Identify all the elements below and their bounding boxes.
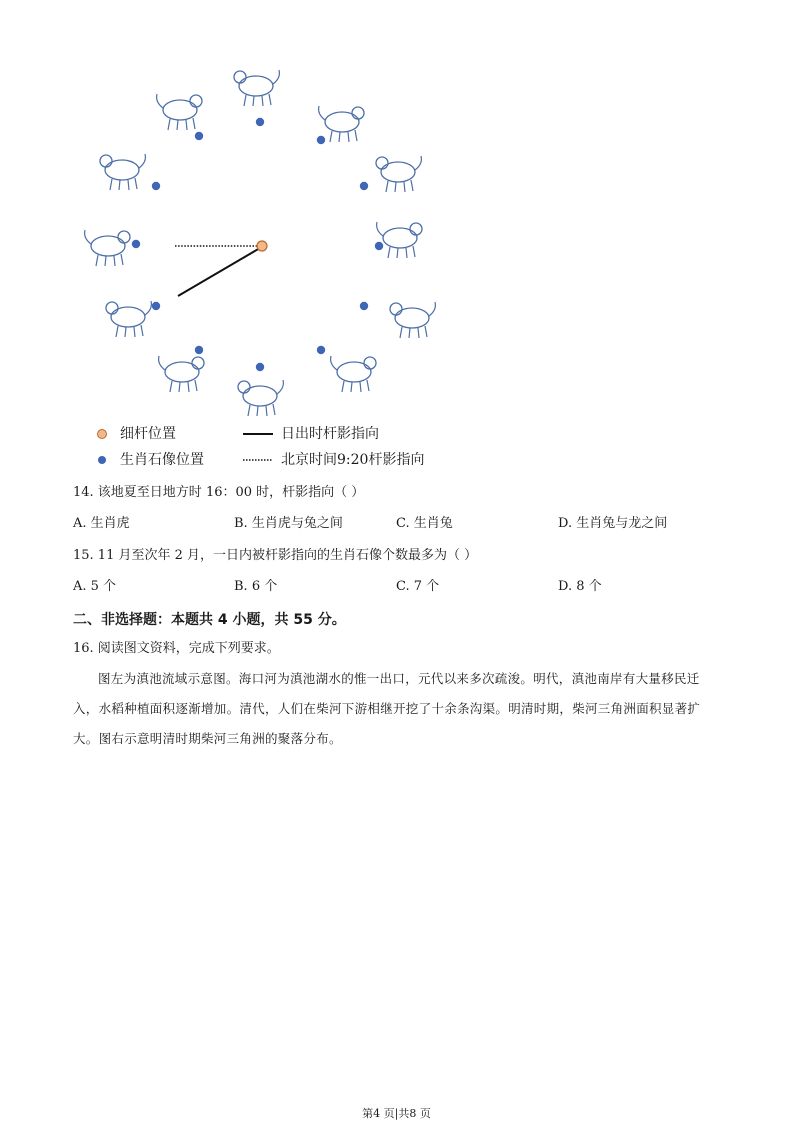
horse-icon — [238, 380, 283, 416]
q15-option-d: D. 8 个 — [558, 579, 602, 594]
statue-dot — [195, 132, 203, 140]
legend-beijing — [243, 451, 424, 469]
statue-dot — [132, 240, 140, 248]
statue-dot — [256, 363, 264, 371]
pig-icon — [157, 94, 202, 130]
q14-option-a: A. 生肖虎 — [73, 516, 130, 531]
legend-rod — [96, 425, 176, 443]
q14-option-d: D. 生肖兔与龙之间 — [558, 516, 668, 531]
monkey-icon — [106, 301, 151, 337]
sundial-diagram — [70, 62, 450, 422]
statue-dot — [317, 136, 325, 144]
statue-dot — [152, 182, 160, 190]
q14-option-c: C. 生肖兔 — [396, 516, 453, 531]
statue-dot — [195, 346, 203, 354]
legend-sunrise-label: 日出时杆影指向 — [281, 426, 379, 442]
tiger-icon — [376, 156, 421, 192]
statue-position-icon — [96, 454, 108, 466]
rabbit-icon — [377, 222, 422, 258]
rat-icon — [234, 70, 279, 106]
statue-dot — [375, 242, 383, 250]
sunrise-shadow-line — [178, 248, 260, 296]
ox-icon — [319, 106, 364, 142]
q15-option-a: A. 5 个 — [73, 579, 117, 594]
q15-option-b: B. 6 个 — [234, 579, 278, 594]
snake-icon — [331, 356, 376, 392]
q15-option-c: C. 7 个 — [396, 579, 440, 594]
goat-icon — [159, 356, 204, 392]
page-number: 第4 页|共8 页 — [362, 1107, 431, 1120]
legend-beijing-label: 北京时间9:20杆影指向 — [281, 452, 425, 468]
solid-line-icon — [243, 428, 273, 440]
section-2-title: 二、非选择题：本题共 4 小题，共 55 分。 — [73, 612, 346, 628]
dog-icon — [100, 154, 145, 190]
question-16-material: 图左为滇池流域示意图。海口河为滇池湖水的惟一出口，元代以来多次疏浚。明代，滇池南岸有大量移民迁入，水稻种植面积逐渐增加。清代，人们在柴河下游相继开挖了十余条沟渠。明清时期，柴河三角洲面积显著扩大。图右示意明清时期柴河三角洲的聚落分布。 — [73, 671, 701, 746]
statue-dot — [360, 182, 368, 190]
legend-rod-label: 细杆位置 — [120, 426, 176, 442]
legend-sunrise — [243, 425, 379, 443]
question-16-stem: 16. 阅读图文资料，完成下列要求。 — [73, 641, 280, 656]
rod-position-icon — [96, 428, 108, 440]
question-15-stem: 15. 11 月至次年 2 月，一日内被杆影指向的生肖石像个数最多为（ ） — [73, 548, 478, 563]
rooster-icon — [85, 230, 130, 266]
dragon-icon — [390, 302, 435, 338]
legend-statue — [96, 451, 204, 469]
rod-marker — [257, 241, 267, 251]
statue-dot — [256, 118, 264, 126]
q14-option-b: B. 生肖虎与兔之间 — [234, 516, 343, 531]
statue-dot — [360, 302, 368, 310]
dotted-line-icon — [243, 454, 273, 466]
question-14-stem: 14. 该地夏至日地方时 16：00 时，杆影指向（ ） — [73, 485, 365, 500]
zodiac-sundial-figure — [70, 62, 450, 422]
statue-dot — [317, 346, 325, 354]
statue-dot — [152, 302, 160, 310]
legend-statue-label: 生肖石像位置 — [120, 452, 204, 468]
